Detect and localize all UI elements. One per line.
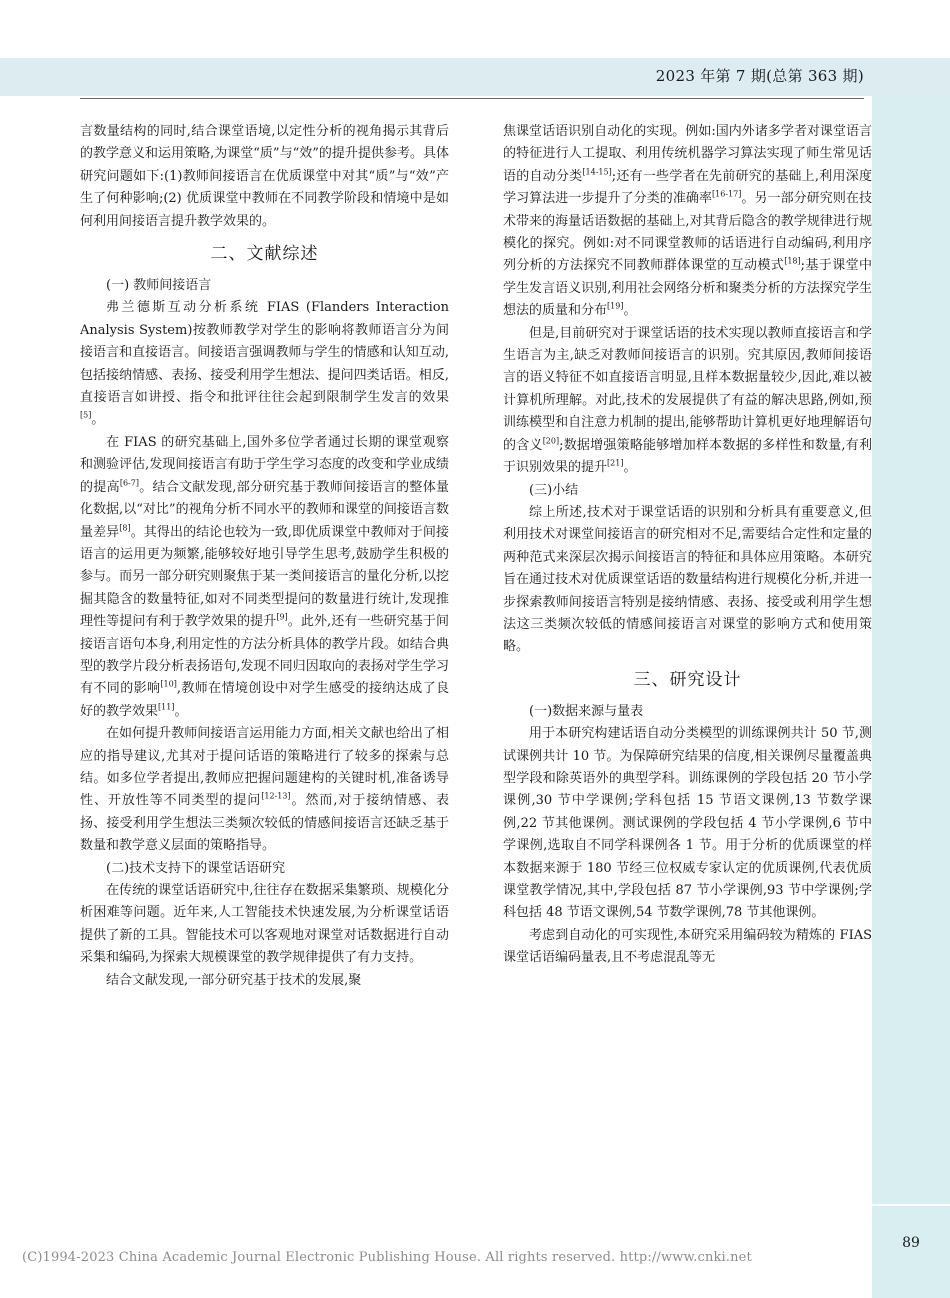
paragraph-traditional-research: 在传统的课堂话语研究中,往往存在数据采集繁琐、规模化分析困难等问题。近年来,人工智能技术快速发展,为分析课堂话语提供了新的工具。智能技术可以客观地对课堂对话数据进行自动采集和编码,为探索大规模课堂的教学规律提供了有力支持。 bbox=[80, 883, 449, 966]
subsection-title-summary: (三)小结 bbox=[529, 482, 579, 498]
paragraph-fias: 弗兰德斯互动分析系统 FIAS (Flanders Interaction Analysis System)按教师教学对学生的影响将教师语言分为间接语言和直接语言。间接语言强调教师与学生的情感和认知互动,包括接纳情感、表扬、接受利用学生想法、提问四类话语。相反,直接语言如讲授、指令和批评往往会起到限制学生发言的效果[5]。 bbox=[80, 300, 449, 428]
citation: [8] bbox=[119, 523, 131, 533]
copyright-footer: (C)1994-2023 China Academic Journal Electronic Publishing House. All rights reserved. http://www.cnki.net bbox=[22, 1250, 752, 1265]
citation: [19] bbox=[607, 301, 624, 311]
citation: [11] bbox=[158, 702, 175, 712]
citation: [10] bbox=[160, 680, 177, 690]
margin-strip bbox=[872, 96, 950, 1204]
citation: [9] bbox=[276, 612, 288, 622]
subsection-title-tech-discourse: (二)技术支持下的课堂话语研究 bbox=[106, 860, 286, 876]
header-rule bbox=[80, 98, 864, 99]
paragraph-summary: 综上所述,技术对于课堂话语的识别和分析具有重要意义,但利用技术对课堂间接语言的研究相对不足,需要结合定性和定量的两种范式来深层次揭示间接语言的特征和具体应用策略。本研究旨在通过技术对优质课堂话语的数量结构进行规模化分析,并进一步探索教师间接语言特别是接纳情感、表扬、接受或利用学生想法这三类频次较低的情感间接语言对课堂的影响方式和使用策略。 bbox=[503, 504, 872, 655]
citation: [18] bbox=[784, 257, 801, 267]
paragraph-coding-scale: 考虑到自动化的可实现性,本研究采用编码较为精炼的 FIAS 课堂话语编码量表,且不考虑混乱等无 bbox=[503, 927, 872, 966]
citation: [21] bbox=[607, 458, 624, 468]
intro-paragraph: 言数量结构的同时,结合课堂语境,以定性分析的视角揭示其背后的教学意义和运用策略,为课堂“质”与“效”的提升提供参考。具体研究问题如下:(1)教师间接语言在优质课堂中对其“质”与“效”产生了何种影响;(2) 优质课堂中教师在不同教学阶段和情境中是如何利用间接语言提升教学效果的。 bbox=[80, 124, 449, 229]
subsection-title-data-source: (一)数据来源与量表 bbox=[529, 703, 644, 719]
citation: [5] bbox=[80, 411, 92, 421]
paragraph-research-gap: 但是,目前研究对于课堂话语的技术实现以教师直接语言和学生语言为主,缺乏对教师间接语言的识别。究其原因,教师间接语言的语义特征不如直接语言明显,且样本数据量较少,因此,难以被计算机所理解。对此,技术的发展提供了有益的解决思路,例如,预训练模型和自注意力机制的提出,能够帮助计算机更好地理解语句的含义[20];数据增强策略能够增加样本数据的多样性和数量,有利于识别效果的提升[21]。 bbox=[503, 325, 872, 476]
section-title-literature-review: 二、文献综述 bbox=[210, 244, 319, 265]
left-column bbox=[80, 121, 449, 992]
paragraph-guidance: 在如何提升教师间接语言运用能力方面,相关文献也给出了相应的指导建议,尤其对于提问话语的策略进行了较多的探索与总结。如多位学者提出,教师应把握问题建构的关键时机,准备诱导性、开放性等不同类型的提问[12-13]。然而,对于接纳情感、表扬、接受利用学生想法三类频次较低的情感间接语言还缺乏基于数量和教学意义层面的策略指导。 bbox=[80, 726, 449, 854]
paragraph-literature-findings: 结合文献发现,一部分研究基于技术的发展,聚 bbox=[106, 972, 362, 988]
citation: [14-15] bbox=[582, 167, 612, 177]
citation: [20] bbox=[542, 436, 560, 446]
paragraph-foreign-research: 在 FIAS 的研究基础上,国外多位学者通过长期的课堂观察和测验评估,发现间接语言有助于学生学习态度的改变和学业成绩的提高[6-7]。结合文献发现,部分研究基于教师间接语言的整体量化数据,以“对比”的视角分析不同水平的教师和课堂的间接语言数量差异[8]。其得出的结论也较为一致,即优质课堂中教师对于间接语言的运用更为频繁,能够较好地引导学生思考,鼓励学生积极的参与。而另一部分研究则聚焦于某一类间接语言的量化分析,以挖掘其隐含的数量特征,如对不同类型提问的数量进行统计,发现推理性等提问有利于教学效果的提升[9]。此外,还有一些研究基于间接语言语句本身,利用定性的方法分析具体的教学片段。如结合典型的教学片段分析表扬语句,发现不同归因取向的表扬对学生学习有不同的影响[10],教师在情境创设中对学生感受的接纳达成了良好的教学效果[11]。 bbox=[80, 434, 449, 719]
journal-issue: 2023 年第 7 期(总第 363 期) bbox=[655, 67, 864, 85]
paragraph-automation-continued: 焦课堂话语识别自动化的实现。例如:国内外诸多学者对课堂语言的特征进行人工提取、利用传统机器学习算法实现了师生常见话语的自动分类[14-15];还有一些学者在先前研究的基础上,利用深度学习算法进一步提升了分类的准确率[16-17]。另一部分研究则在技术带来的海量话语数据的基础上,对其背后隐含的教学规律进行规模化的探究。例如:对不同课堂教师的话语进行自动编码,利用序列分析的方法探究不同教师群体课堂的互动模式[18];基于课堂中学生发言语义识别,利用社会网络分析和聚类分析的方法探究学生想法的质量和分布[19]。 bbox=[503, 124, 872, 319]
section-title-research-design: 三、研究设计 bbox=[633, 669, 742, 690]
page-number-box bbox=[872, 1206, 950, 1298]
paragraph-data-source: 用于本研究构建话语自动分类模型的训练课例共计 50 节,测试课例共计 10 节。为保障研究结果的信度,相关课例尽量覆盖典型学段和除英语外的典型学科。训练课例的学段包括 20 节小学课例,30 节中学课例;学科包括 15 节语文课例,13 节数学课例,22 节其他课例。测试课例的学段包括 4 节小学课例,6 节中学课例,选取自不同学科课例各 1 节。用于分析的优质课堂的样本数据来源于 180 节经三位权威专家认定的优质课例,代表优质课堂教学情况,其中,学段包括 87 节小学课例,93 节中学课例;学科包括 48 节语文课例,54 节数学课例,78 节其他课例。 bbox=[503, 726, 872, 921]
citation: [12-13] bbox=[261, 792, 291, 802]
subsection-title-indirect-language: (一) 教师间接语言 bbox=[106, 278, 212, 294]
citation: [6-7] bbox=[119, 478, 139, 488]
right-column bbox=[503, 121, 872, 970]
citation: [16-17] bbox=[712, 189, 742, 199]
page-number: 89 bbox=[902, 1235, 920, 1251]
